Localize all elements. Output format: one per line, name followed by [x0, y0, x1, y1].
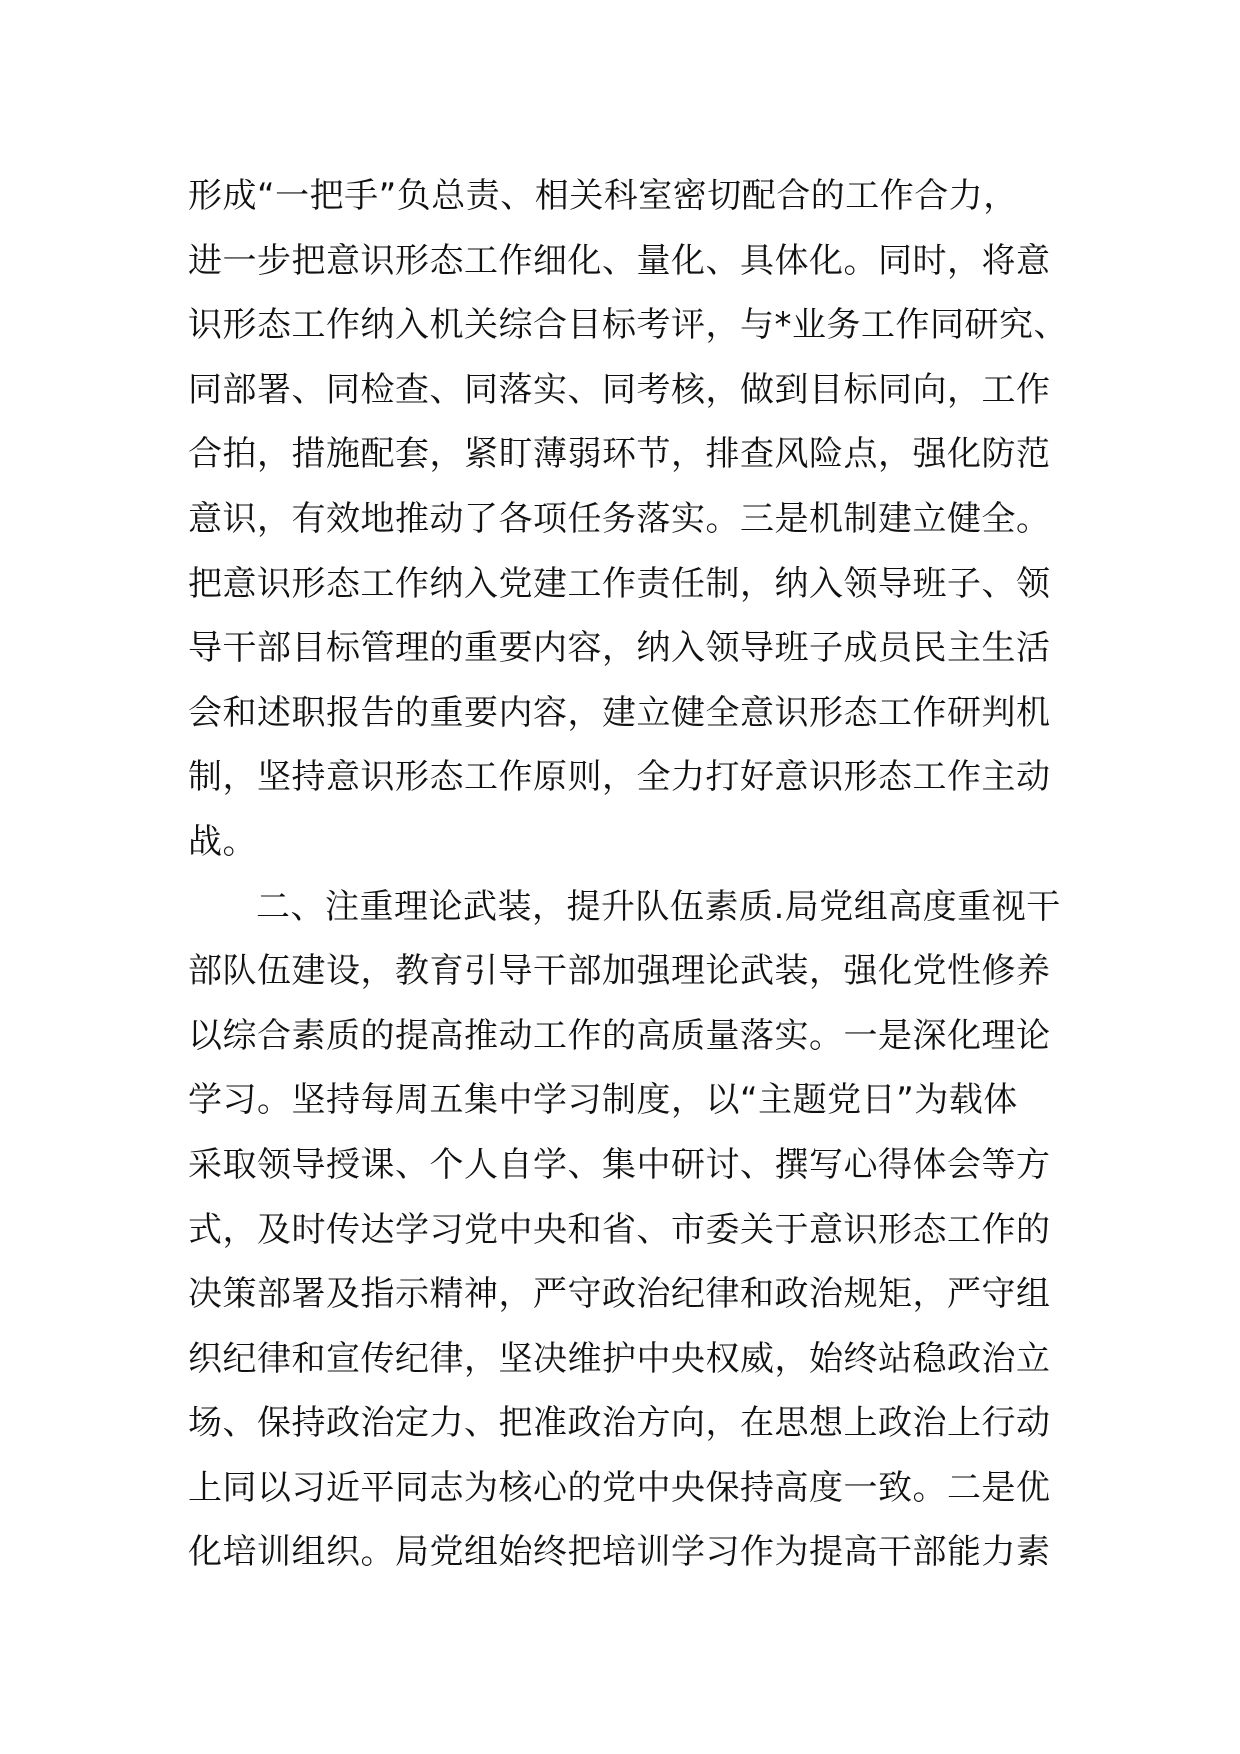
paragraph-heading-line: 二、注重理论武装，提升队伍素质.局党组高度重视干 — [256, 886, 1061, 927]
text-line: 决策部署及指示精神，严守政治纪律和政治规矩，严守组 — [188, 1274, 1051, 1315]
text-line: 会和述职报告的重要内容，建立健全意识形态工作研判机 — [188, 692, 1051, 733]
text-line: 形成“一把手”负总责、相关科室密切配合的工作合力， — [188, 176, 1018, 216]
text-line: 导干部目标管理的重要内容，纳入领导班子成员民主生活 — [188, 628, 1051, 669]
text-line: 战。 — [188, 821, 257, 862]
text-line: 意识，有效地推动了各项任务落实。三是机制建立健全。 — [188, 498, 1051, 539]
text-line: 制，坚持意识形态工作原则，全力打好意识形态工作主动 — [188, 757, 1051, 798]
body-text — [188, 164, 1068, 1585]
text-line: 把意识形态工作纳入党建工作责任制，纳入领导班子、领 — [188, 563, 1051, 604]
text-line: 进一步把意识形态工作细化、量化、具体化。同时，将意 — [188, 240, 1051, 281]
text-line: 场、保持政治定力、把准政治方向，在思想上政治上行动 — [188, 1403, 1051, 1444]
text-line: 化培训组织。局党组始终把培训学习作为提高干部能力素 — [188, 1532, 1051, 1573]
text-line: 部队伍建设，教育引导干部加强理论武装，强化党性修养 — [188, 951, 1051, 992]
text-line: 上同以习近平同志为核心的党中央保持高度一致。二是优 — [188, 1467, 1051, 1508]
text-line: 识形态工作纳入机关综合目标考评，与*业务工作同研究、 — [188, 305, 1068, 346]
text-line: 式，及时传达学习党中央和省、市委关于意识形态工作的 — [188, 1209, 1051, 1250]
text-line: 同部署、同检查、同落实、同考核，做到目标同向，工作 — [188, 369, 1051, 410]
text-line: 采取领导授课、个人自学、集中研讨、撰写心得体会等方 — [188, 1144, 1051, 1185]
text-line: 织纪律和宣传纪律，坚决维护中央权威，始终站稳政治立 — [188, 1338, 1051, 1379]
text-line: 合拍，措施配套，紧盯薄弱环节，排查风险点，强化防范 — [188, 434, 1051, 475]
text-line: 以综合素质的提高推动工作的高质量落实。一是深化理论 — [188, 1015, 1051, 1056]
text-line: 学习。坚持每周五集中学习制度，以“主题党日”为载体 — [188, 1080, 1018, 1121]
